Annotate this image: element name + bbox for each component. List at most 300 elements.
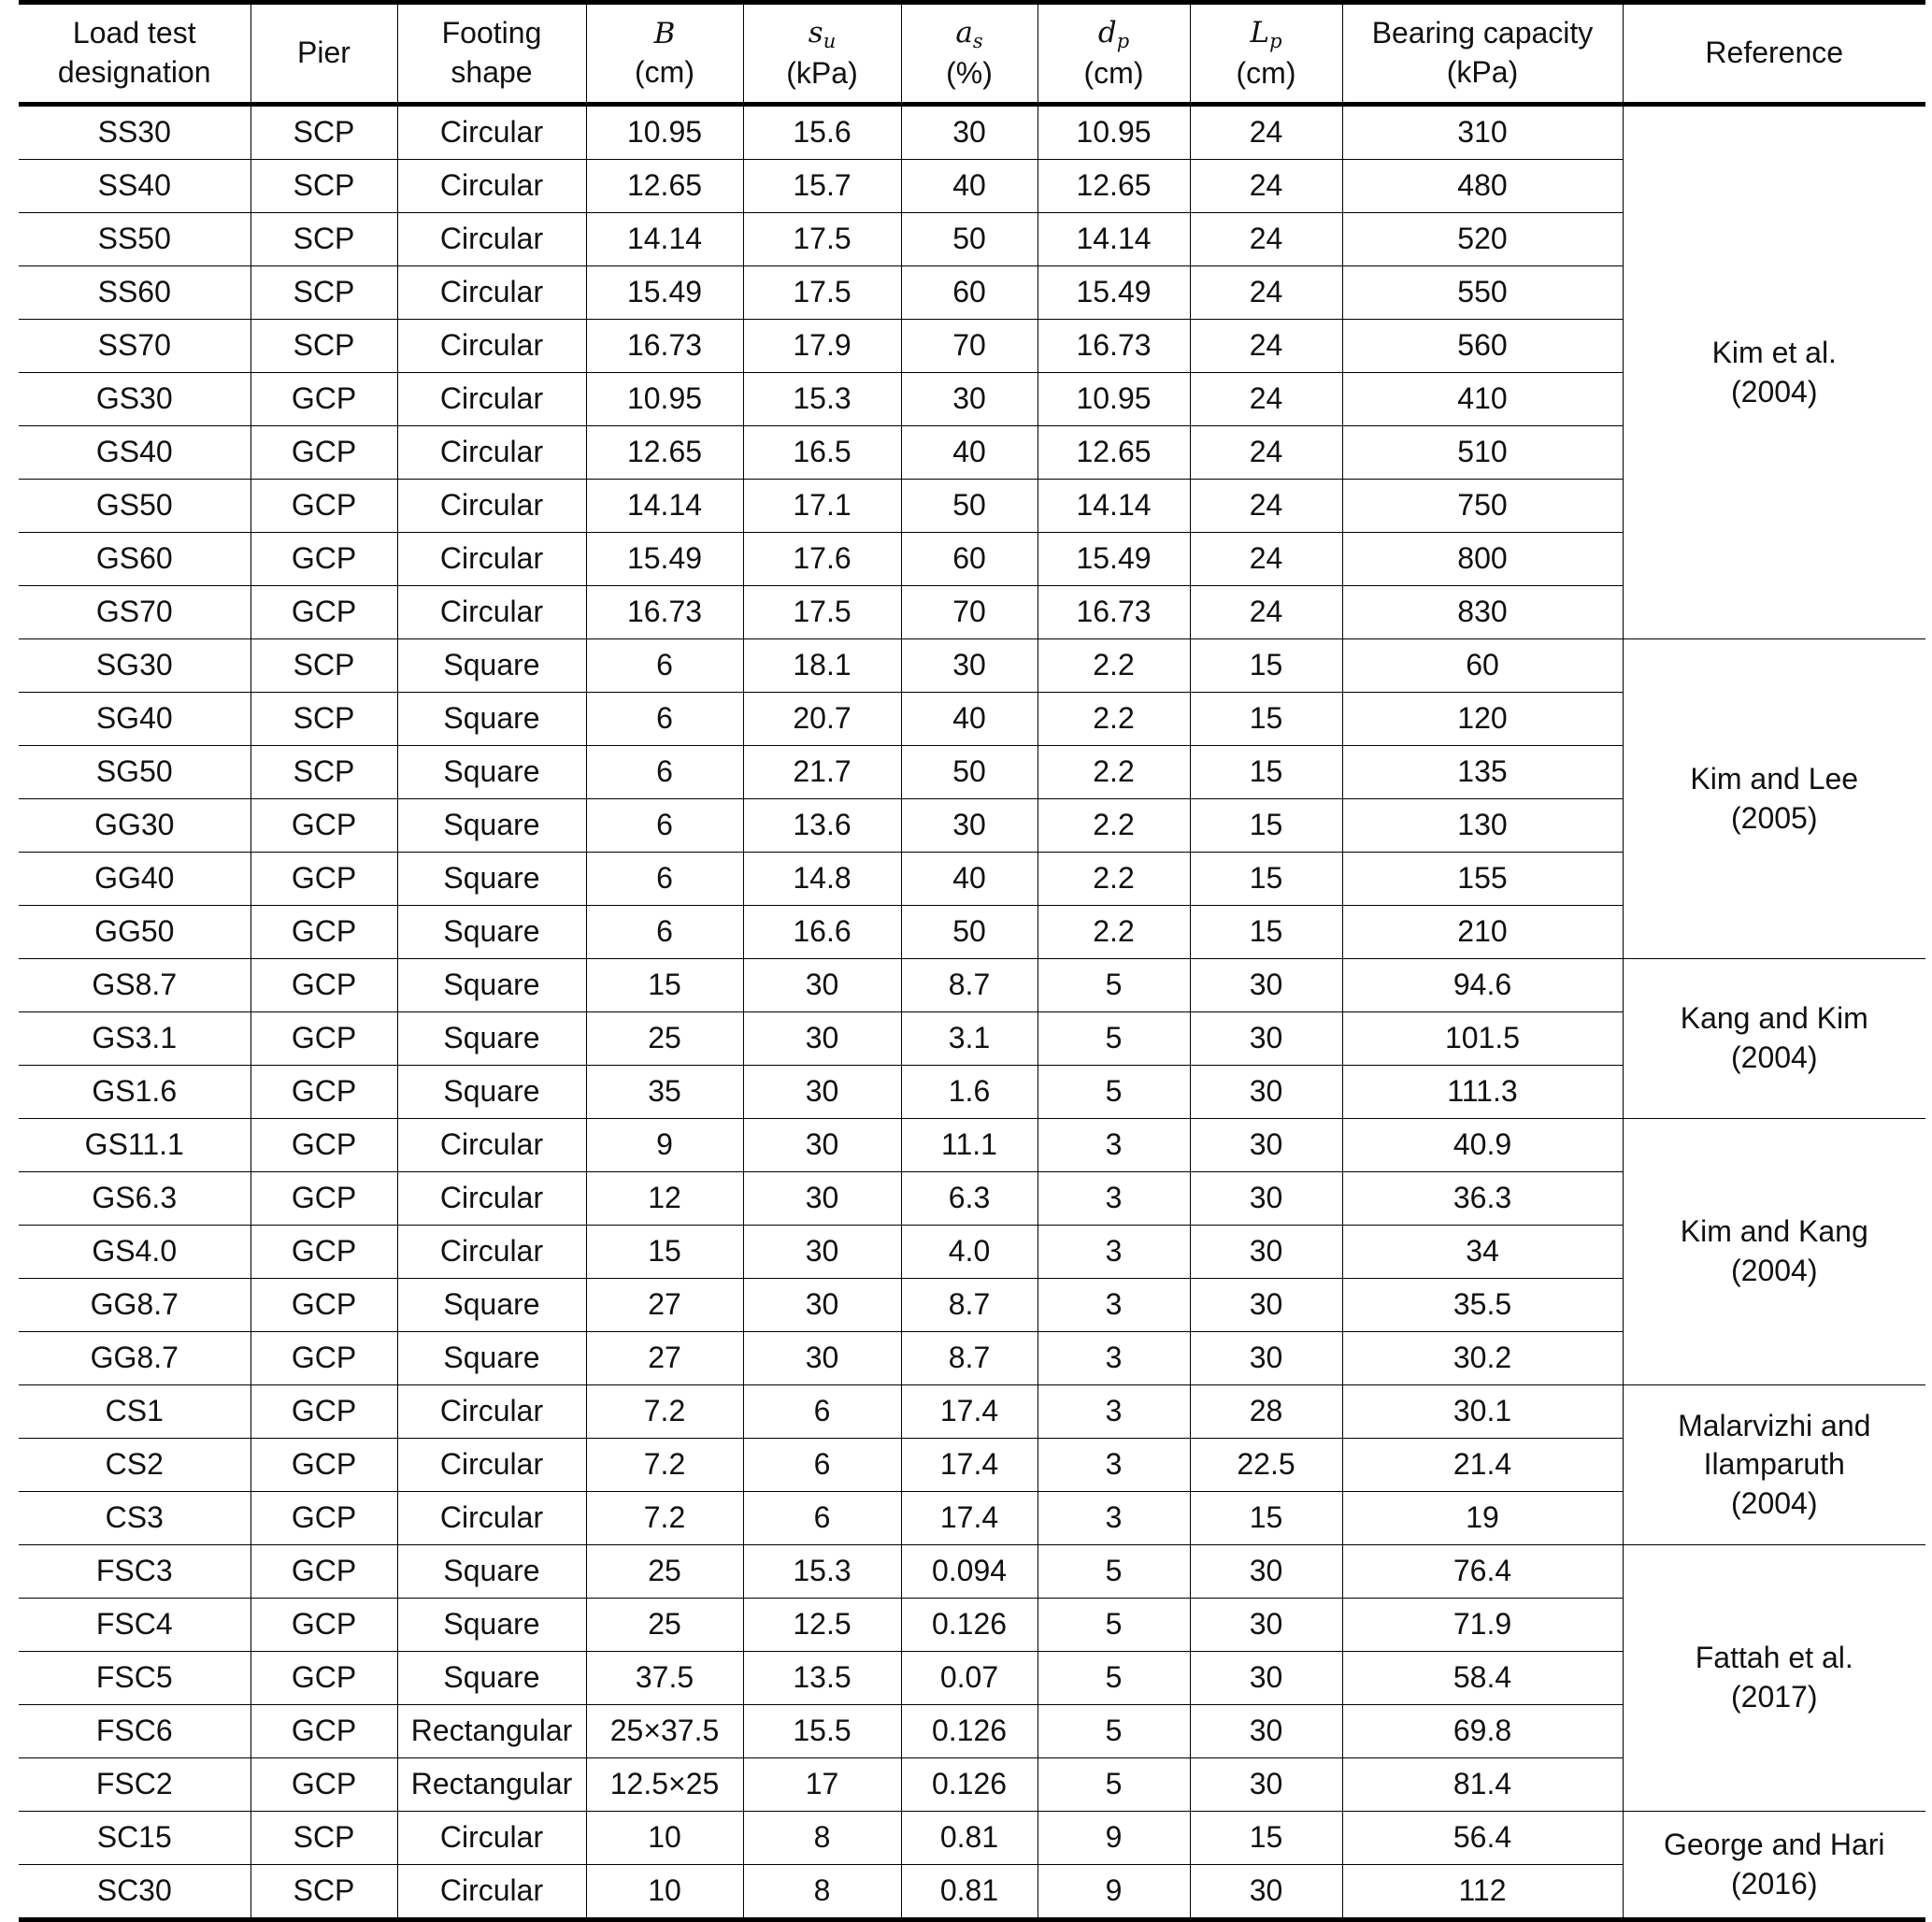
cell-dp: 3 [1038, 1492, 1190, 1545]
cell-lp: 30 [1190, 1599, 1342, 1652]
table-row [19, 639, 1925, 693]
cell-pier: GCP [250, 799, 397, 853]
cell-lp: 30 [1190, 1279, 1342, 1332]
cell-as: 11.1 [901, 1119, 1038, 1172]
reference-cell [1623, 1119, 1925, 1385]
cell-footing-shape: Circular [397, 266, 586, 320]
cell-bearing-capacity: 480 [1342, 160, 1623, 213]
cell-dp: 12.65 [1038, 160, 1190, 213]
cell-su: 21.7 [743, 746, 901, 799]
cell-as: 50 [901, 213, 1038, 266]
cell-lp: 15 [1190, 853, 1342, 906]
cell-as: 4.0 [901, 1226, 1038, 1279]
cell-footing-shape: Square [397, 693, 586, 746]
cell-lp: 24 [1190, 213, 1342, 266]
cell-bearing-capacity: 120 [1342, 693, 1623, 746]
cell-bearing-capacity: 800 [1342, 533, 1623, 586]
header-bearing-line1: Bearing capacity [1371, 16, 1594, 50]
cell-designation: CS1 [19, 1385, 250, 1439]
cell-lp: 28 [1190, 1385, 1342, 1439]
cell-su: 30 [743, 1012, 901, 1066]
cell-footing-shape: Circular [397, 105, 586, 160]
cell-as: 60 [901, 533, 1038, 586]
cell-pier: GCP [250, 373, 397, 426]
cell-bearing-capacity: 71.9 [1342, 1599, 1623, 1652]
cell-lp: 24 [1190, 320, 1342, 373]
cell-as: 50 [901, 480, 1038, 533]
cell-designation: GS30 [19, 373, 250, 426]
cell-designation: GS60 [19, 533, 250, 586]
cell-footing-shape: Square [397, 853, 586, 906]
cell-pier: GCP [250, 1705, 397, 1758]
cell-su: 17.1 [743, 480, 901, 533]
cell-lp: 15 [1190, 906, 1342, 959]
cell-designation: GS6.3 [19, 1172, 250, 1226]
cell-dp: 15.49 [1038, 266, 1190, 320]
cell-bearing-capacity: 76.4 [1342, 1545, 1623, 1599]
cell-as: 1.6 [901, 1066, 1038, 1119]
cell-su: 16.5 [743, 426, 901, 480]
cell-bearing-capacity: 510 [1342, 426, 1623, 480]
cell-su: 30 [743, 1332, 901, 1385]
cell-as: 8.7 [901, 1279, 1038, 1332]
cell-designation: FSC6 [19, 1705, 250, 1758]
cell-bearing-capacity: 410 [1342, 373, 1623, 426]
cell-lp: 15 [1190, 693, 1342, 746]
cell-lp: 30 [1190, 1332, 1342, 1385]
header-lp-symbol: L [1250, 16, 1270, 50]
reference-line: Kang and Kim [1680, 1001, 1868, 1036]
cell-dp: 2.2 [1038, 746, 1190, 799]
reference-line: Fattah et al. [1695, 1641, 1853, 1675]
cell-as: 40 [901, 693, 1038, 746]
cell-pier: GCP [250, 586, 397, 639]
cell-footing-shape: Rectangular [397, 1705, 586, 1758]
cell-su: 15.3 [743, 373, 901, 426]
cell-pier: SCP [250, 160, 397, 213]
reference-line: (2016) [1731, 1866, 1818, 1900]
header-su-symbol: s [808, 16, 823, 50]
cell-as: 0.094 [901, 1545, 1038, 1599]
cell-dp: 2.2 [1038, 799, 1190, 853]
table-row [19, 959, 1925, 1012]
cell-designation: SS50 [19, 213, 250, 266]
header-b-unit: (cm) [635, 55, 694, 89]
cell-designation: GG8.7 [19, 1332, 250, 1385]
cell-su: 17.5 [743, 213, 901, 266]
cell-bearing-capacity: 81.4 [1342, 1758, 1623, 1812]
cell-as: 8.7 [901, 1332, 1038, 1385]
cell-dp: 3 [1038, 1119, 1190, 1172]
cell-footing-shape: Circular [397, 1226, 586, 1279]
cell-lp: 22.5 [1190, 1439, 1342, 1492]
cell-b: 27 [586, 1279, 743, 1332]
cell-bearing-capacity: 560 [1342, 320, 1623, 373]
cell-designation: GS1.6 [19, 1066, 250, 1119]
cell-designation: FSC5 [19, 1652, 250, 1705]
cell-su: 12.5 [743, 1599, 901, 1652]
header-b-symbol: B [653, 17, 676, 51]
cell-b: 12.65 [586, 160, 743, 213]
cell-su: 13.5 [743, 1652, 901, 1705]
reference-line: George and Hari [1663, 1827, 1885, 1861]
reference-cell [1623, 959, 1925, 1119]
cell-designation: GS40 [19, 426, 250, 480]
load-test-table [19, 0, 1925, 1922]
cell-pier: GCP [250, 1545, 397, 1599]
cell-pier: GCP [250, 1279, 397, 1332]
cell-dp: 14.14 [1038, 480, 1190, 533]
cell-su: 30 [743, 1066, 901, 1119]
cell-footing-shape: Square [397, 1279, 586, 1332]
cell-as: 30 [901, 799, 1038, 853]
cell-lp: 24 [1190, 480, 1342, 533]
cell-bearing-capacity: 36.3 [1342, 1172, 1623, 1226]
header-as-subscript: s [972, 30, 983, 53]
header-row [19, 3, 1925, 105]
header-as-unit: (%) [946, 56, 993, 91]
cell-footing-shape: Square [397, 1652, 586, 1705]
cell-pier: SCP [250, 320, 397, 373]
cell-pier: GCP [250, 1226, 397, 1279]
cell-b: 16.73 [586, 320, 743, 373]
cell-lp: 30 [1190, 1865, 1342, 1920]
header-dp [1038, 3, 1190, 105]
cell-su: 15.3 [743, 1545, 901, 1599]
cell-b: 7.2 [586, 1439, 743, 1492]
cell-su: 15.7 [743, 160, 901, 213]
cell-dp: 5 [1038, 1012, 1190, 1066]
cell-lp: 30 [1190, 1012, 1342, 1066]
table-row [19, 1812, 1925, 1865]
cell-b: 9 [586, 1119, 743, 1172]
header-b [586, 3, 743, 105]
reference-line: (2004) [1731, 1254, 1818, 1287]
cell-bearing-capacity: 19 [1342, 1492, 1623, 1545]
cell-footing-shape: Circular [397, 373, 586, 426]
reference-line: (2004) [1731, 374, 1818, 409]
cell-designation: SS70 [19, 320, 250, 373]
cell-footing-shape: Circular [397, 426, 586, 480]
cell-as: 60 [901, 266, 1038, 320]
cell-pier: GCP [250, 1332, 397, 1385]
cell-b: 10 [586, 1812, 743, 1865]
cell-b: 15.49 [586, 533, 743, 586]
cell-pier: GCP [250, 1599, 397, 1652]
cell-footing-shape: Circular [397, 160, 586, 213]
cell-dp: 16.73 [1038, 320, 1190, 373]
cell-lp: 30 [1190, 1172, 1342, 1226]
cell-designation: SS60 [19, 266, 250, 320]
cell-su: 17 [743, 1758, 901, 1812]
cell-su: 30 [743, 1172, 901, 1226]
cell-lp: 30 [1190, 1705, 1342, 1758]
cell-dp: 2.2 [1038, 906, 1190, 959]
reference-cell [1623, 1812, 1925, 1920]
cell-dp: 10.95 [1038, 373, 1190, 426]
cell-as: 8.7 [901, 959, 1038, 1012]
cell-pier: GCP [250, 1172, 397, 1226]
cell-lp: 24 [1190, 105, 1342, 160]
cell-lp: 15 [1190, 639, 1342, 693]
cell-designation: SC30 [19, 1865, 250, 1920]
header-bearing-line2: (kPa) [1446, 55, 1519, 89]
cell-pier: GCP [250, 906, 397, 959]
cell-dp: 14.14 [1038, 213, 1190, 266]
cell-designation: GG50 [19, 906, 250, 959]
cell-bearing-capacity: 111.3 [1342, 1066, 1623, 1119]
reference-line: (2004) [1731, 1040, 1818, 1074]
cell-lp: 30 [1190, 1758, 1342, 1812]
cell-dp: 3 [1038, 1172, 1190, 1226]
header-lp-unit: (cm) [1236, 56, 1296, 91]
cell-as: 70 [901, 320, 1038, 373]
cell-as: 6.3 [901, 1172, 1038, 1226]
header-su [743, 3, 901, 105]
cell-b: 6 [586, 639, 743, 693]
reference-line: (2017) [1731, 1680, 1818, 1714]
header-reference-label: Reference [1705, 36, 1844, 70]
reference-line: (2005) [1731, 800, 1818, 835]
cell-dp: 2.2 [1038, 639, 1190, 693]
cell-designation: GG8.7 [19, 1279, 250, 1332]
cell-dp: 3 [1038, 1439, 1190, 1492]
cell-b: 15.49 [586, 266, 743, 320]
header-designation-line1: Load test [72, 16, 196, 50]
cell-b: 12.65 [586, 426, 743, 480]
cell-pier: SCP [250, 746, 397, 799]
cell-su: 30 [743, 1279, 901, 1332]
cell-bearing-capacity: 750 [1342, 480, 1623, 533]
header-reference [1623, 3, 1925, 105]
cell-bearing-capacity: 58.4 [1342, 1652, 1623, 1705]
cell-designation: GS11.1 [19, 1119, 250, 1172]
cell-footing-shape: Square [397, 1599, 586, 1652]
cell-dp: 5 [1038, 1705, 1190, 1758]
cell-pier: GCP [250, 959, 397, 1012]
cell-b: 6 [586, 693, 743, 746]
cell-designation: FSC3 [19, 1545, 250, 1599]
cell-as: 50 [901, 746, 1038, 799]
cell-as: 30 [901, 373, 1038, 426]
reference-line: (2004) [1731, 1485, 1818, 1520]
header-pier-label: Pier [297, 36, 351, 70]
cell-su: 18.1 [743, 639, 901, 693]
cell-bearing-capacity: 310 [1342, 105, 1623, 160]
header-su-subscript: u [823, 30, 837, 53]
cell-designation: FSC4 [19, 1599, 250, 1652]
cell-b: 6 [586, 799, 743, 853]
cell-footing-shape: Square [397, 1012, 586, 1066]
cell-bearing-capacity: 56.4 [1342, 1812, 1623, 1865]
cell-su: 8 [743, 1865, 901, 1920]
cell-lp: 24 [1190, 160, 1342, 213]
cell-b: 14.14 [586, 213, 743, 266]
cell-bearing-capacity: 135 [1342, 746, 1623, 799]
cell-dp: 3 [1038, 1332, 1190, 1385]
header-designation-line2: designation [57, 55, 211, 89]
cell-footing-shape: Circular [397, 1865, 586, 1920]
cell-bearing-capacity: 210 [1342, 906, 1623, 959]
cell-designation: FSC2 [19, 1758, 250, 1812]
reference-line: Kim and Kang [1680, 1214, 1868, 1249]
header-dp-symbol: d [1097, 16, 1117, 50]
cell-designation: CS3 [19, 1492, 250, 1545]
table-body [19, 105, 1925, 1920]
cell-footing-shape: Square [397, 639, 586, 693]
cell-bearing-capacity: 30.2 [1342, 1332, 1623, 1385]
cell-footing-shape: Circular [397, 533, 586, 586]
cell-dp: 3 [1038, 1279, 1190, 1332]
cell-footing-shape: Circular [397, 1385, 586, 1439]
table-row [19, 105, 1925, 160]
cell-dp: 3 [1038, 1385, 1190, 1439]
cell-as: 0.126 [901, 1599, 1038, 1652]
cell-pier: GCP [250, 426, 397, 480]
header-lp [1190, 3, 1342, 105]
table-header [19, 3, 1925, 105]
cell-b: 15 [586, 959, 743, 1012]
header-designation [19, 3, 250, 105]
cell-lp: 24 [1190, 586, 1342, 639]
cell-lp: 15 [1190, 799, 1342, 853]
cell-footing-shape: Circular [397, 1812, 586, 1865]
cell-lp: 30 [1190, 1119, 1342, 1172]
header-as [901, 3, 1038, 105]
cell-designation: GG40 [19, 853, 250, 906]
cell-pier: SCP [250, 266, 397, 320]
cell-footing-shape: Rectangular [397, 1758, 586, 1812]
cell-pier: GCP [250, 533, 397, 586]
cell-designation: SC15 [19, 1812, 250, 1865]
cell-bearing-capacity: 112 [1342, 1865, 1623, 1920]
cell-lp: 30 [1190, 1066, 1342, 1119]
table-row [19, 1545, 1925, 1599]
cell-lp: 24 [1190, 426, 1342, 480]
cell-as: 0.81 [901, 1865, 1038, 1920]
cell-footing-shape: Square [397, 799, 586, 853]
cell-pier: GCP [250, 1758, 397, 1812]
cell-bearing-capacity: 40.9 [1342, 1119, 1623, 1172]
cell-bearing-capacity: 35.5 [1342, 1279, 1623, 1332]
cell-bearing-capacity: 60 [1342, 639, 1623, 693]
cell-pier: GCP [250, 853, 397, 906]
cell-b: 6 [586, 746, 743, 799]
cell-b: 16.73 [586, 586, 743, 639]
cell-as: 0.81 [901, 1812, 1038, 1865]
cell-footing-shape: Square [397, 906, 586, 959]
cell-designation: GS4.0 [19, 1226, 250, 1279]
cell-bearing-capacity: 550 [1342, 266, 1623, 320]
cell-as: 17.4 [901, 1439, 1038, 1492]
cell-b: 15 [586, 1226, 743, 1279]
cell-b: 37.5 [586, 1652, 743, 1705]
cell-b: 25 [586, 1545, 743, 1599]
cell-pier: GCP [250, 1119, 397, 1172]
header-footing-line2: shape [451, 55, 533, 89]
reference-line: Kim et al. [1711, 335, 1837, 369]
cell-designation: SG30 [19, 639, 250, 693]
cell-dp: 5 [1038, 1066, 1190, 1119]
cell-lp: 15 [1190, 1812, 1342, 1865]
cell-dp: 5 [1038, 1545, 1190, 1599]
cell-b: 25×37.5 [586, 1705, 743, 1758]
cell-b: 6 [586, 906, 743, 959]
cell-bearing-capacity: 155 [1342, 853, 1623, 906]
cell-su: 17.5 [743, 266, 901, 320]
cell-as: 3.1 [901, 1012, 1038, 1066]
cell-dp: 2.2 [1038, 853, 1190, 906]
cell-as: 0.07 [901, 1652, 1038, 1705]
cell-pier: GCP [250, 1492, 397, 1545]
cell-pier: SCP [250, 1865, 397, 1920]
cell-lp: 30 [1190, 1652, 1342, 1705]
cell-footing-shape: Circular [397, 1172, 586, 1226]
cell-pier: GCP [250, 1385, 397, 1439]
table-row [19, 1119, 1925, 1172]
cell-lp: 30 [1190, 959, 1342, 1012]
cell-pier: GCP [250, 480, 397, 533]
cell-designation: GS50 [19, 480, 250, 533]
table-row [19, 1385, 1925, 1439]
cell-su: 14.8 [743, 853, 901, 906]
cell-su: 30 [743, 959, 901, 1012]
cell-su: 16.6 [743, 906, 901, 959]
cell-as: 17.4 [901, 1492, 1038, 1545]
cell-lp: 24 [1190, 533, 1342, 586]
cell-dp: 2.2 [1038, 693, 1190, 746]
cell-footing-shape: Circular [397, 586, 586, 639]
cell-as: 40 [901, 426, 1038, 480]
cell-su: 6 [743, 1439, 901, 1492]
reference-line: Kim and Lee [1690, 761, 1859, 796]
header-dp-unit: (cm) [1083, 56, 1144, 91]
cell-su: 17.9 [743, 320, 901, 373]
cell-su: 6 [743, 1492, 901, 1545]
cell-as: 0.126 [901, 1705, 1038, 1758]
cell-bearing-capacity: 34 [1342, 1226, 1623, 1279]
cell-designation: GS70 [19, 586, 250, 639]
cell-as: 17.4 [901, 1385, 1038, 1439]
cell-su: 17.5 [743, 586, 901, 639]
cell-designation: SS40 [19, 160, 250, 213]
cell-bearing-capacity: 130 [1342, 799, 1623, 853]
cell-b: 6 [586, 853, 743, 906]
cell-pier: GCP [250, 1012, 397, 1066]
cell-bearing-capacity: 69.8 [1342, 1705, 1623, 1758]
cell-su: 13.6 [743, 799, 901, 853]
reference-line: Ilamparuth [1703, 1447, 1845, 1482]
cell-su: 6 [743, 1385, 901, 1439]
cell-designation: GG30 [19, 799, 250, 853]
cell-lp: 15 [1190, 746, 1342, 799]
cell-lp: 24 [1190, 373, 1342, 426]
cell-dp: 5 [1038, 959, 1190, 1012]
cell-as: 70 [901, 586, 1038, 639]
cell-b: 12 [586, 1172, 743, 1226]
cell-designation: CS2 [19, 1439, 250, 1492]
cell-su: 15.5 [743, 1705, 901, 1758]
cell-b: 10 [586, 1865, 743, 1920]
cell-bearing-capacity: 101.5 [1342, 1012, 1623, 1066]
cell-pier: GCP [250, 1439, 397, 1492]
cell-b: 35 [586, 1066, 743, 1119]
cell-b: 25 [586, 1599, 743, 1652]
cell-su: 17.6 [743, 533, 901, 586]
reference-cell [1623, 639, 1925, 959]
header-su-unit: (kPa) [786, 56, 858, 91]
cell-bearing-capacity: 830 [1342, 586, 1623, 639]
